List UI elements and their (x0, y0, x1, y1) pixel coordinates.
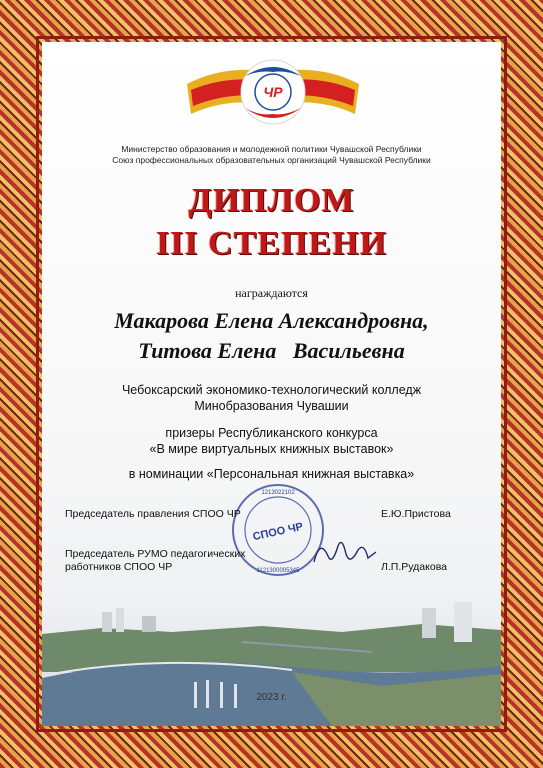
diploma-degree: III СТЕПЕНИ (155, 225, 388, 262)
chair2-name: Л.П.Рудакова (381, 561, 447, 573)
chair1-title: Председатель правления СПОО ЧР (65, 508, 241, 520)
stamp-ring-bottom: 1121300005345 (256, 568, 300, 574)
emblem-text: ЧР (263, 84, 283, 100)
city-panorama (42, 582, 501, 726)
handwritten-signature (310, 532, 380, 574)
ministry-name: Министерство образования и молодежной политики Чувашской Республики (121, 144, 422, 154)
recipient-name-1: Макарова Елена Александровна, (114, 308, 429, 333)
college-line-1: Чебоксарский экономико-технологический колледж (121, 383, 422, 397)
stamp-ring-top: 1213022102 (261, 490, 295, 496)
republic-emblem-icon (185, 56, 361, 136)
prize-line-2: «В мире виртуальных книжных выставок» (149, 442, 394, 456)
chair2-title-line1: Председатель РУМО педагогических (65, 548, 246, 560)
union-name: Союз профессиональных образовательных организаций Чувашской Республики (112, 155, 431, 165)
diploma-year: 2023 г. (256, 692, 287, 703)
awarded-label: награждаются (235, 286, 308, 300)
nomination-line: в номинации «Персональная книжная выставка» (128, 467, 415, 481)
chair1-name: Е.Ю.Пристова (381, 508, 451, 520)
chair2-title-line2: работников СПОО ЧР (65, 561, 173, 573)
stamp-center: СПОО ЧР (251, 520, 305, 544)
college-line-2: Минобразования Чувашии (194, 399, 349, 413)
prize-line-1: призеры Республиканского конкурса (165, 426, 378, 440)
diploma-title: ДИПЛОМ (188, 182, 355, 219)
diploma-sheet (42, 42, 501, 726)
recipient-name-2: Титова Елена Васильевна (138, 338, 405, 363)
